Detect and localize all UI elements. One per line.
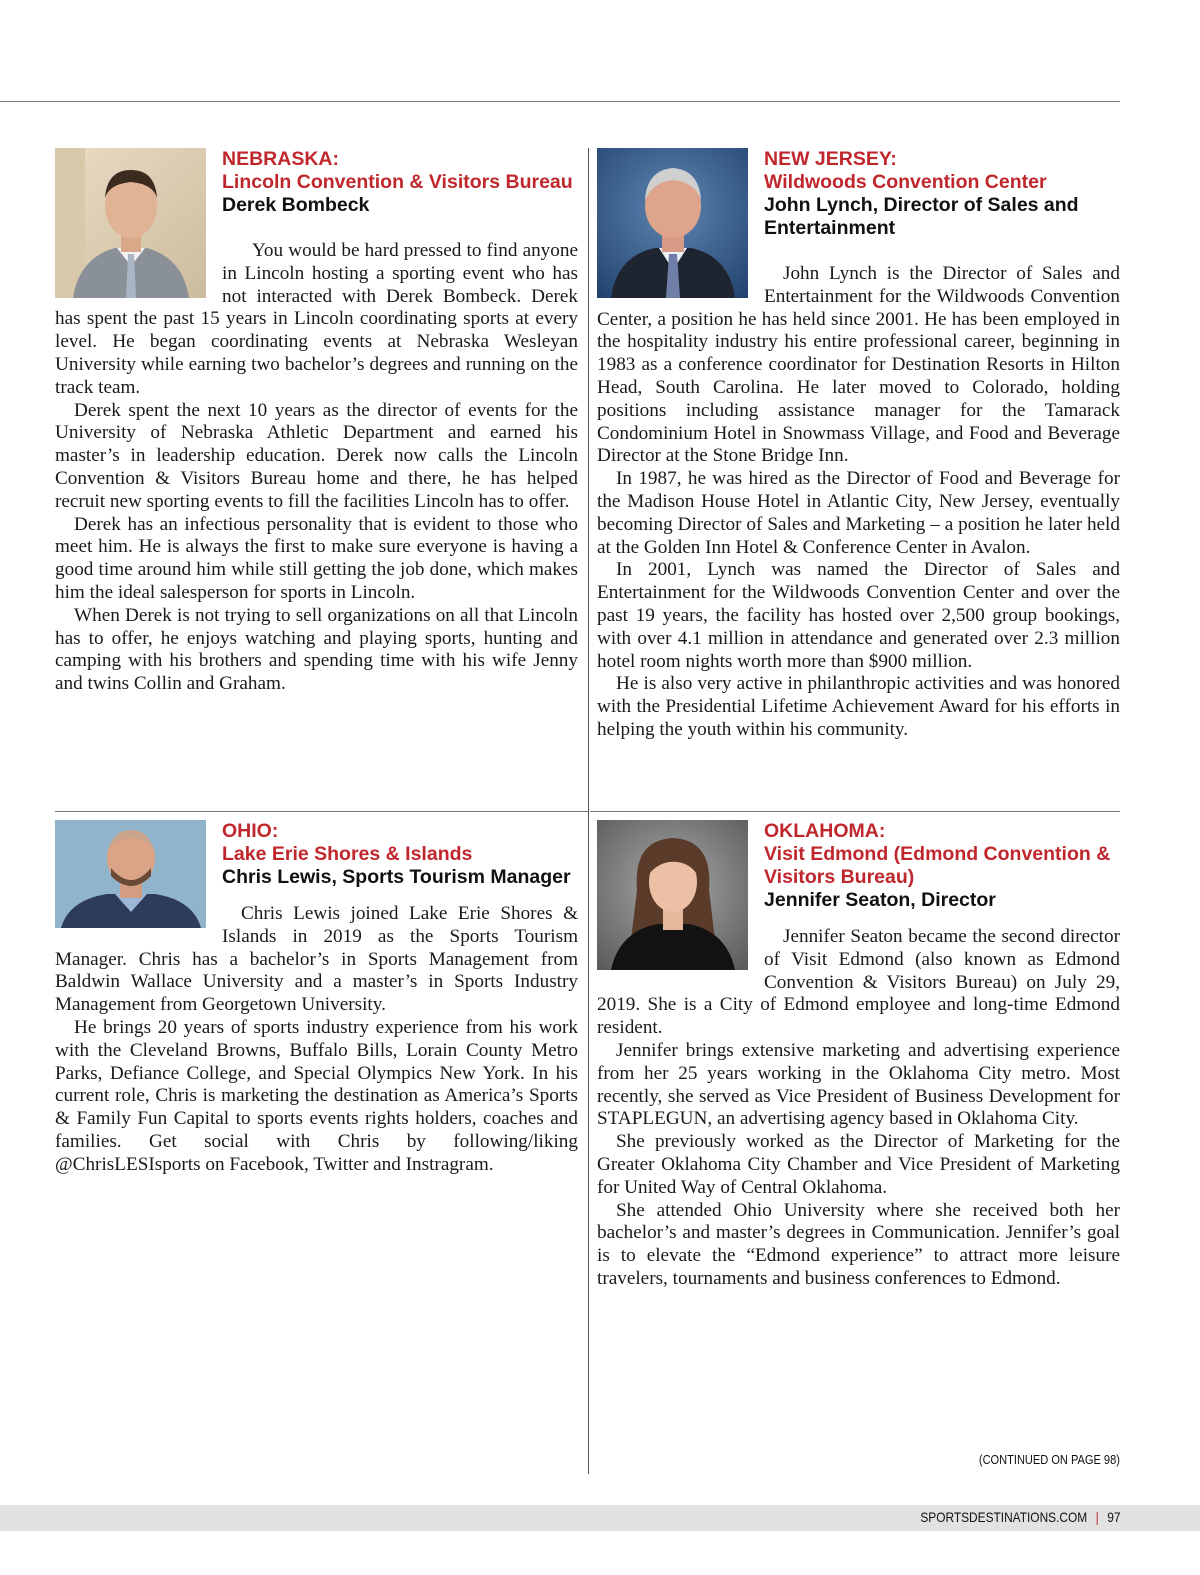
jennifer-seaton-photo	[597, 820, 748, 970]
profile-name: John Lynch, Director of Sales and Entertainment	[764, 194, 1079, 239]
profile-body	[597, 263, 1120, 742]
profile-name: Jennifer Seaton, Director	[764, 889, 996, 911]
footer-separator: |	[1095, 1509, 1099, 1525]
paragraph: Chris Lewis joined Lake Erie Shores & Islands in 2019 as the Sports Tourism Manager. Chris has a bachelor’s in Sports Management from Baldwin Wallace University and a master’s in Sports Industry Management from Georgetown University.	[55, 903, 578, 1016]
paragraph: He is also very active in philanthropic activities and was honored with the Presidential Lifetime Achievement Award for his efforts in helping the youth within his community.	[597, 673, 1120, 740]
profile-state: NEBRASKA:	[222, 148, 339, 170]
derek-bombeck-photo	[55, 148, 206, 298]
profile-organization: Visit Edmond (Edmond Convention & Visitors Bureau)	[764, 843, 1111, 888]
paragraph: Derek spent the next 10 years as the director of events for the University of Nebraska Athletic Department and earned his master’s in leadership education. Derek now calls the Lincoln Convention & Visitors Bureau home and there, he has helped recruit new sporting events to fill the facilities Lincoln has to offer.	[55, 399, 578, 512]
footer-site: SPORTSDESTINATIONS.COM	[919, 1509, 1087, 1525]
profile-body	[55, 903, 578, 1177]
page-number: 97	[1106, 1509, 1120, 1525]
profile-oklahoma	[597, 820, 1120, 1291]
paragraph: Jennifer Seaton became the second director of Visit Edmond (also known as Edmond Convention & Visitors Bureau) on July 29, 2019. She is a City of Edmond employee and long-time Edmond resident.	[597, 926, 1120, 1039]
portrait-woman-icon	[597, 820, 748, 970]
portrait-man-icon	[55, 820, 206, 928]
profile-organization: Lincoln Convention & Visitors Bureau	[222, 171, 573, 193]
profile-ohio	[55, 820, 578, 1177]
footer	[920, 1509, 1120, 1525]
profile-body	[597, 926, 1120, 1291]
paragraph: Derek has an infectious personality that is evident to those who meet him. He is always the first to make sure everyone is having a good time around him while still getting the job done, which makes him the ideal salesperson for sports in Lincoln.	[55, 513, 578, 603]
profile-name: Chris Lewis, Sports Tourism Manager	[222, 866, 571, 888]
profile-body	[55, 240, 578, 696]
column-divider	[588, 148, 589, 1474]
portrait-man-icon	[55, 148, 206, 298]
paragraph: She attended Ohio University where she received both her bachelor’s and master’s degrees in Communication. Jennifer’s goal is to elevate the “Edmond experience” to attract more leisure travelers, tournaments and business conferences to Edmond.	[597, 1199, 1120, 1289]
paragraph: Jennifer brings extensive marketing and advertising experience from her 25 years working in the Oklahoma City metro. Most recently, she served as Vice President of Business Development for STAPLEGUN, an advertising agency based in Oklahoma City.	[597, 1039, 1120, 1130]
profile-organization: Wildwoods Convention Center	[764, 171, 1047, 193]
top-rule	[0, 101, 1120, 102]
continued-note: (CONTINUED ON PAGE 98)	[978, 1452, 1120, 1467]
profile-state: NEW JERSEY:	[764, 148, 897, 170]
paragraph: In 2001, Lynch was named the Director of Sales and Entertainment for the Wildwoods Convention Center and over the past 19 years, the facility has hosted over 2,500 group bookings, with over 4.1 million in attendance and generated over 2.3 million hotel room nights worth more than $900 million.	[597, 559, 1120, 672]
portrait-man-icon	[597, 148, 748, 298]
john-lynch-photo	[597, 148, 748, 298]
section-rule-right	[590, 811, 1120, 812]
chris-lewis-photo	[55, 820, 206, 928]
profile-state: OKLAHOMA:	[764, 820, 886, 842]
profile-organization: Lake Erie Shores & Islands	[222, 843, 473, 865]
section-rule-left	[55, 811, 588, 812]
paragraph: In 1987, he was hired as the Director of Food and Beverage for the Madison House Hotel in Atlantic City, New Jersey, eventually becoming Director of Sales and Marketing – a position he later held at the Golden Inn Hotel & Conference Center in Avalon.	[597, 468, 1120, 558]
paragraph: She previously worked as the Director of Marketing for the Greater Oklahoma City Chamber and Vice President of Marketing for United Way of Central Oklahoma.	[597, 1131, 1120, 1198]
profile-nebraska	[55, 148, 578, 696]
paragraph: When Derek is not trying to sell organizations on all that Lincoln has to offer, he enjoys watching and playing sports, hunting and camping with his brothers and spending time with his wife Jenny and twins Collin and Graham.	[55, 604, 578, 695]
paragraph: He brings 20 years of sports industry experience from his work with the Cleveland Browns, Buffalo Bills, Lorain County Metro Parks, Defiance College, and Special Olympics New York. In his current role, Chris is marketing the destination as America’s Sports & Family Fun Capital to sports events rights holders, coaches and families. Get social with Chris by following/liking @ChrisLESIsports on Facebook, Twitter and Instragram.	[55, 1016, 578, 1175]
profile-state: OHIO:	[222, 820, 279, 842]
profile-new-jersey	[597, 148, 1120, 742]
paragraph: You would be hard pressed to find anyone in Lincoln hosting a sporting event who has not interacted with Derek Bombeck. Derek has spent the past 15 years in Lincoln coordinating sports at every level. He began coordinating events at Nebraska Wesleyan University while earning two bachelor’s degrees and running on the track team.	[55, 240, 578, 398]
paragraph: John Lynch is the Director of Sales and Entertainment for the Wildwoods Convention Center, a position he has held since 2001. He has been employed in the hospitality industry his entire professional career, beginning in 1983 as a conference coordinator for Destination Resorts in Hilton Head, South Carolina. He later moved to Colorado, holding positions including assistance manager for the Tamarack Condominium Hotel in Snowmass Village, and Food and Beverage Director at the Stone Bridge Inn.	[597, 263, 1120, 467]
profile-name: Derek Bombeck	[222, 194, 370, 216]
